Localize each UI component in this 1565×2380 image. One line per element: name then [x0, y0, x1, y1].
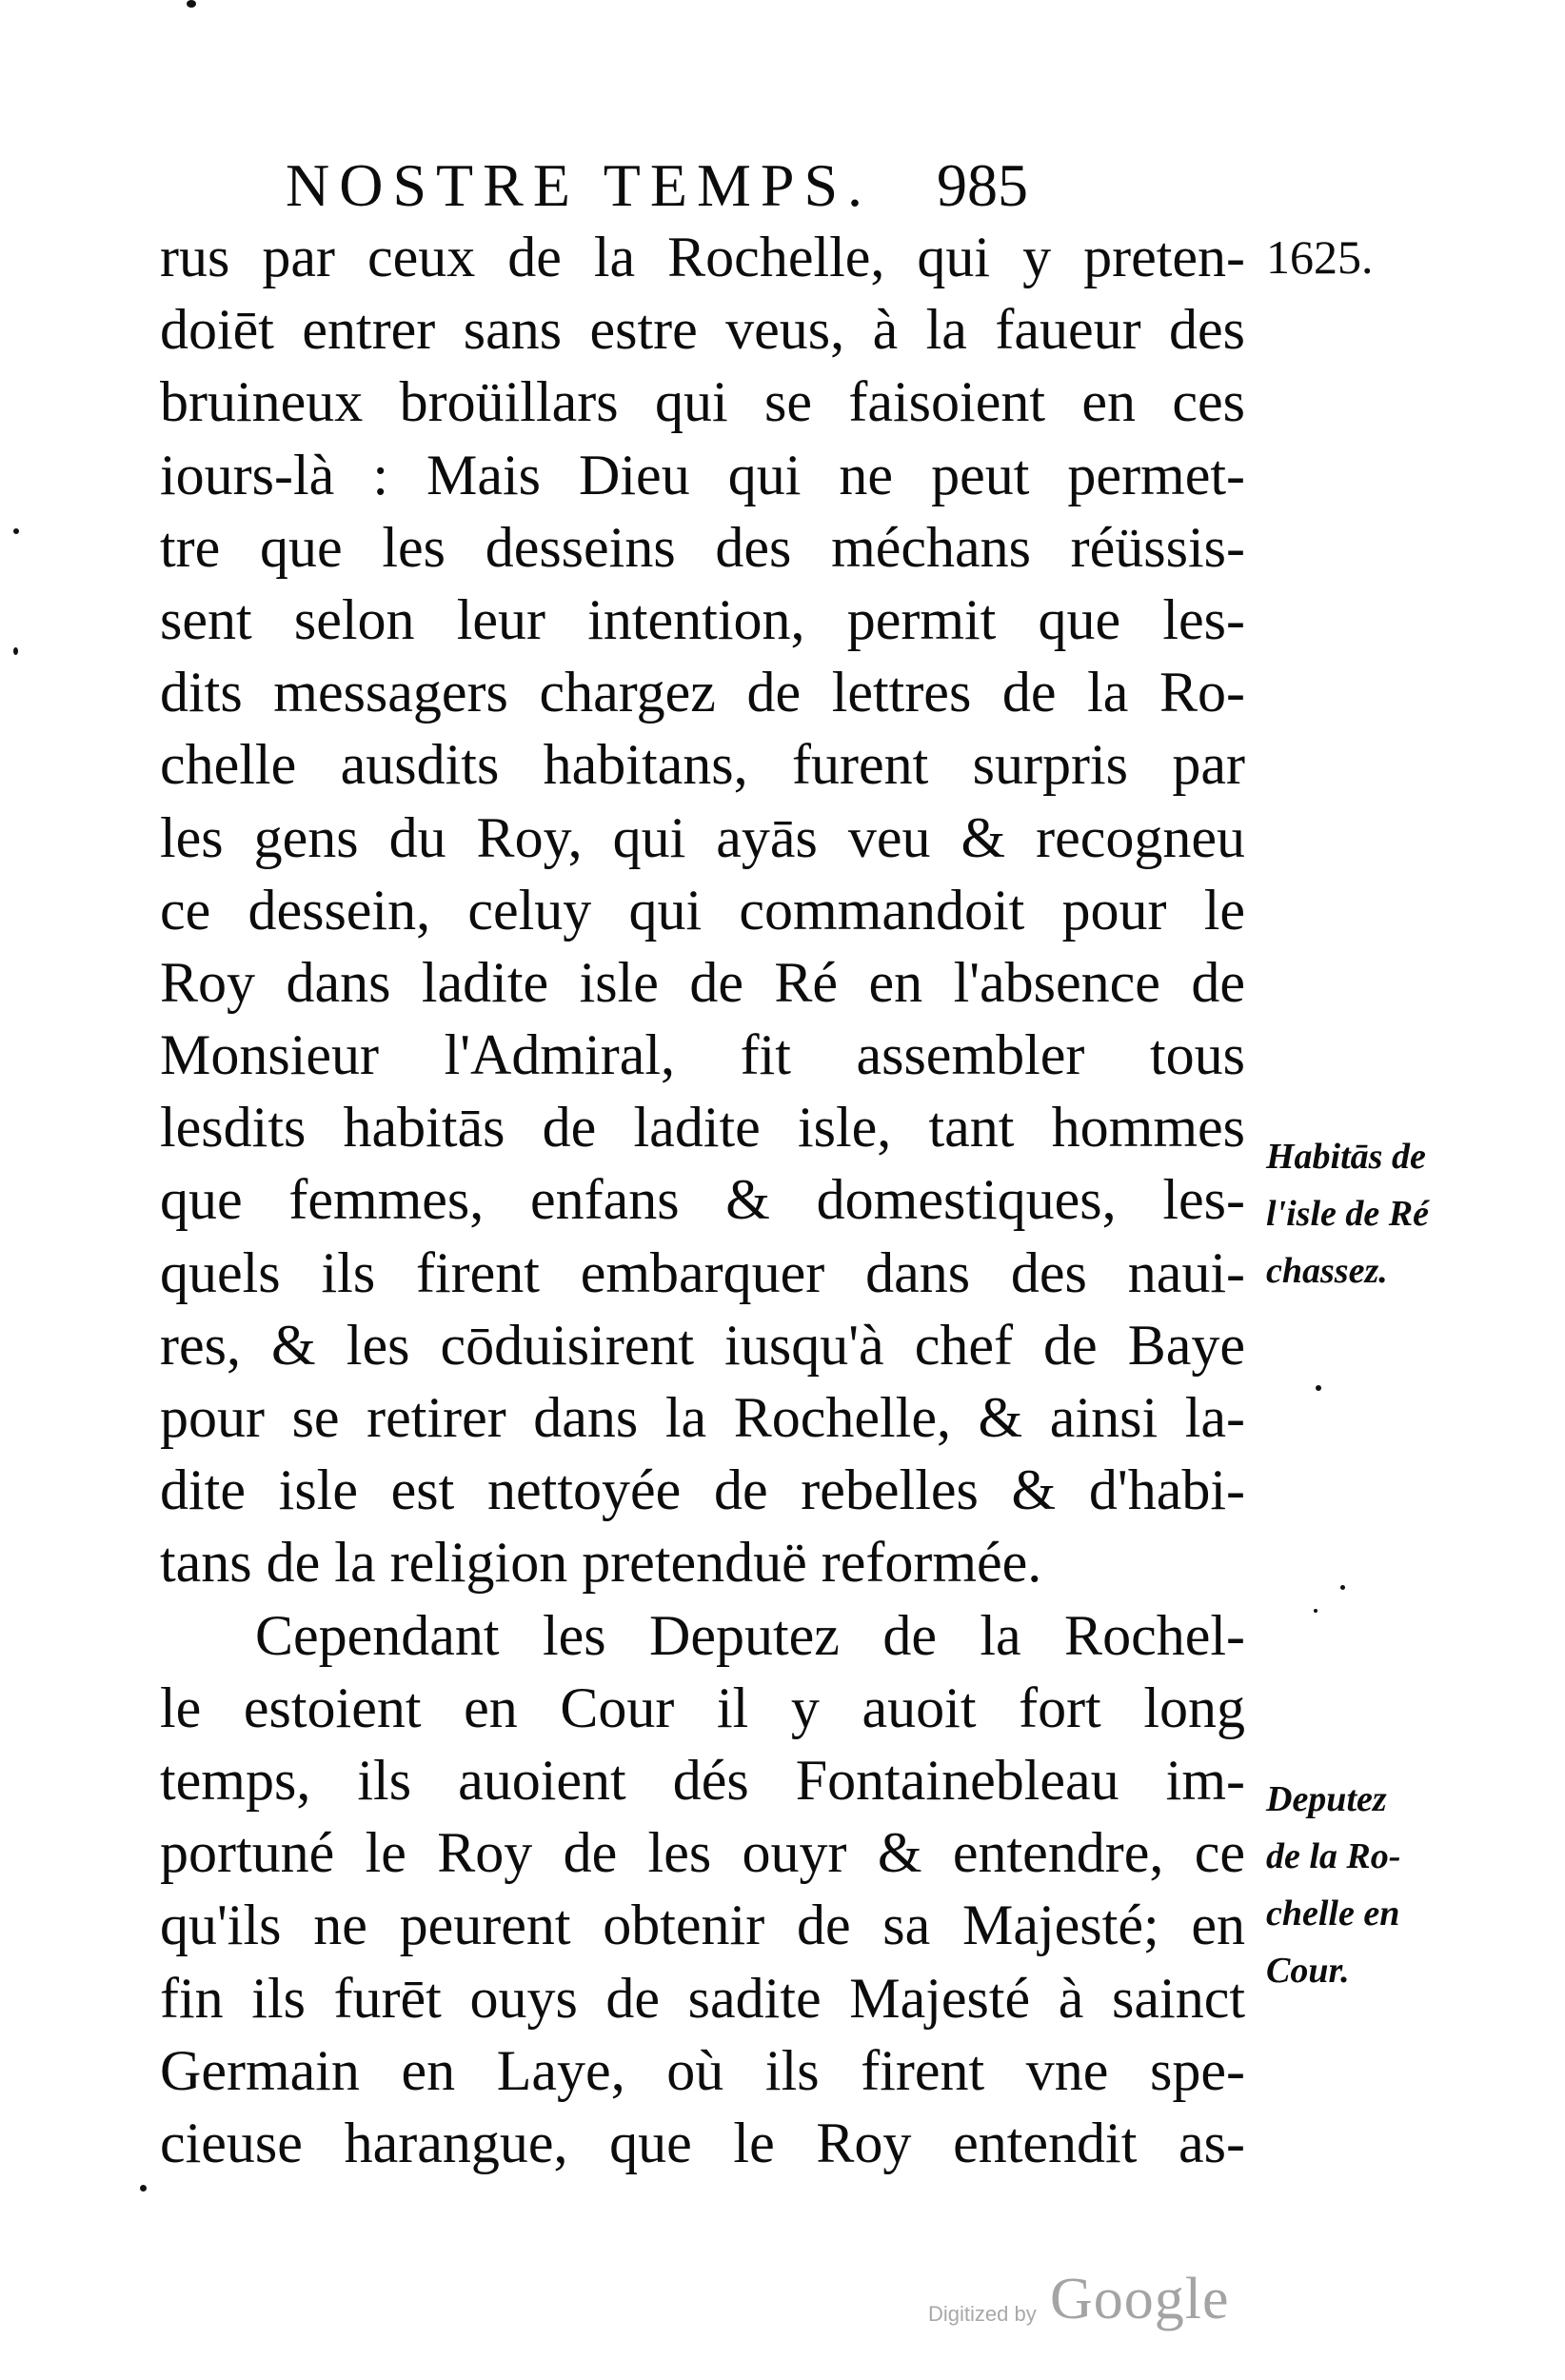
watermark-prefix: Digitized by	[928, 2302, 1037, 2326]
margin-note-line: l'isle de Ré	[1266, 1194, 1429, 1234]
margin-note-line: Cour.	[1266, 1951, 1350, 1991]
margin-note-line: Deputez	[1266, 1779, 1387, 1819]
text-line: doiēt entrer sans estre veus, à la faueur des	[160, 298, 1245, 362]
digitized-by-watermark	[928, 2266, 1242, 2342]
margin-note-deputez	[1266, 1771, 1400, 1999]
text-line: Roy dans ladite isle de Ré en l'absence de	[160, 950, 1245, 1014]
text-line: lesdits habitās de ladite isle, tant hommes	[160, 1096, 1245, 1160]
text-line: res, & les cōduisirent iusqu'à chef de Baye	[160, 1313, 1245, 1377]
margin-note-line: Habitās de	[1266, 1137, 1426, 1177]
text-line: ce dessein, celuy qui commandoit pour le	[160, 878, 1245, 942]
body-text	[160, 221, 1245, 2179]
scan-speck	[13, 528, 19, 534]
scan-speck	[1340, 1585, 1345, 1590]
text-line: que femmes, enfans & domestiques, les-	[160, 1168, 1245, 1232]
text-line: iours-là : Mais Dieu qui ne peut permet-	[160, 443, 1245, 506]
text-line: Germain en Laye, où ils firent vne spe-	[160, 2038, 1245, 2102]
scan-speck	[140, 2185, 147, 2192]
text-line: tans de la religion pretenduë reformée.	[160, 1531, 1042, 1595]
text-line: pour se retirer dans la Rochelle, & ainsi la-	[160, 1386, 1245, 1449]
text-line: qu'ils ne peurent obtenir de sa Majesté; en	[160, 1894, 1245, 1957]
text-line: tre que les desseins des méchans réüssis-	[160, 515, 1245, 579]
text-line: dits messagers chargez de lettres de la Ro-	[160, 661, 1245, 724]
text-line: le estoient en Cour il y auoit fort long	[160, 1676, 1245, 1739]
text-line: portuné le Roy de les ouyr & entendre, ce	[160, 1821, 1245, 1885]
text-line: chelle ausdits habitans, furent surpris par	[160, 733, 1245, 797]
scan-speck	[187, 0, 196, 8]
text-line: fin ils furēt ouys de sadite Majesté à sainct	[160, 1966, 1245, 2030]
text-line: bruineux broüillars qui se faisoient en ces	[160, 370, 1245, 434]
google-logo: Google	[1050, 2267, 1230, 2331]
text-line: Cependant les Deputez de la Rochel-	[255, 1603, 1245, 1667]
margin-note-line: chassez.	[1266, 1251, 1388, 1291]
margin-note-line: chelle en	[1266, 1894, 1400, 1934]
text-line: les gens du Roy, qui ayās veu & recogneu	[160, 805, 1245, 869]
text-line: sent selon leur intention, permit que les-	[160, 587, 1245, 651]
running-title: NOSTRE TEMPS.	[286, 151, 873, 219]
text-line: rus par ceux de la Rochelle, qui y preten-	[160, 226, 1245, 288]
page-number: 985	[937, 151, 1028, 219]
scan-speck	[1314, 1609, 1317, 1613]
text-line: temps, ils auoient dés Fontainebleau im-	[160, 1748, 1245, 1812]
scan-speck	[13, 647, 18, 655]
scan-speck	[1316, 1385, 1321, 1391]
margin-year: 1625.	[1266, 230, 1374, 284]
margin-note-habitans	[1266, 1128, 1429, 1299]
running-head	[286, 143, 1028, 228]
text-line: dite isle est nettoyée de rebelles & d'habi-	[160, 1458, 1245, 1522]
margin-note-line: de la Ro-	[1266, 1836, 1401, 1876]
text-line: Monsieur l'Admiral, fit assembler tous	[160, 1023, 1245, 1087]
text-line: cieuse harangue, que le Roy entendit as-	[160, 2111, 1245, 2174]
text-line: quels ils firent embarquer dans des naui-	[160, 1240, 1245, 1304]
